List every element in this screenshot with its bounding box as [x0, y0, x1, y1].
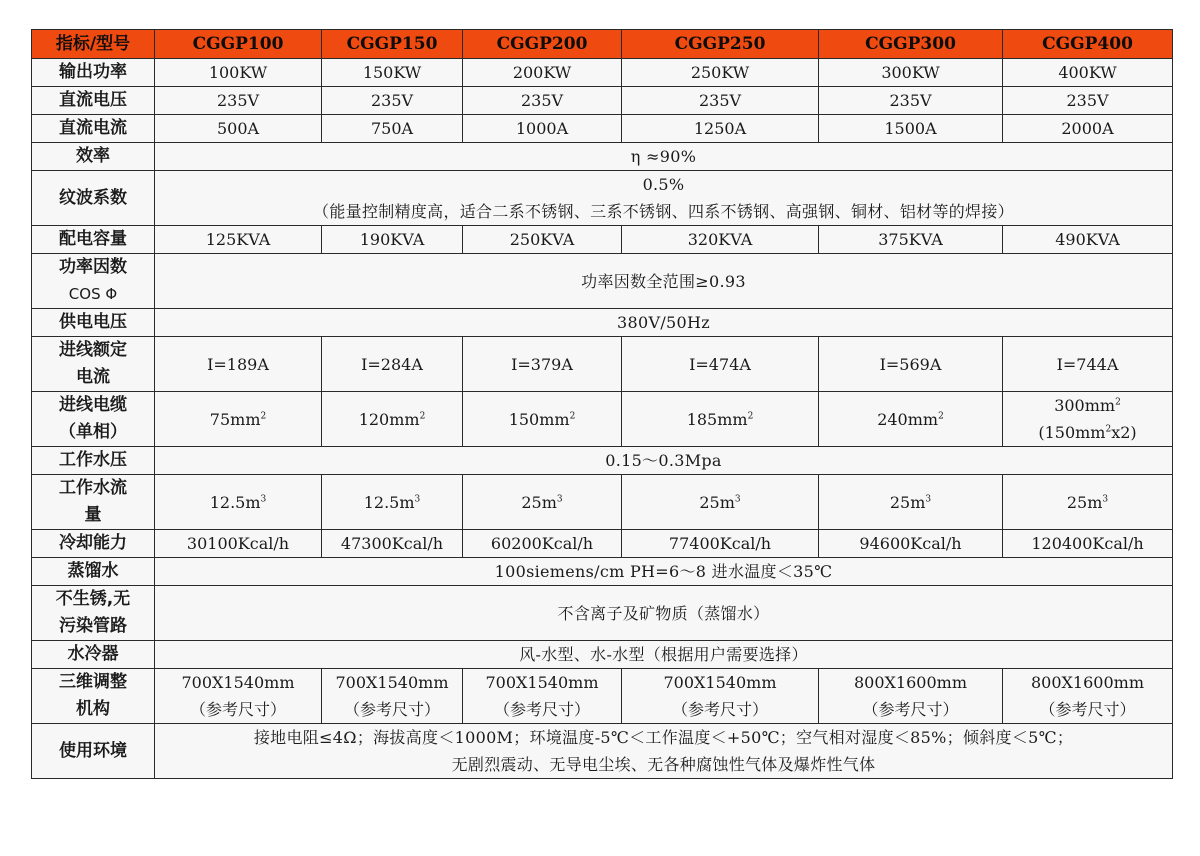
row-label: 直流电压 [32, 87, 155, 115]
cell-value: $300mm^2$ $(150mm^2x2)$ [1003, 392, 1173, 447]
cell-value: $75mm^2$ [155, 392, 322, 447]
row-label-line: 电流 [76, 367, 110, 387]
row-label [32, 475, 155, 530]
cell-value: 100KW [155, 59, 322, 87]
cell-value: 235V [463, 87, 622, 115]
row-label: 冷却能力 [32, 530, 155, 558]
cell-value: 300KW [819, 59, 1003, 87]
cell-value: 320KVA [622, 226, 819, 254]
cell-value: I=284A [322, 337, 463, 392]
model-header: CGGP400 [1003, 30, 1173, 59]
spec-table [31, 29, 1173, 779]
cell-value: 800X1600mm （参考尺寸） [819, 669, 1003, 724]
row-label [32, 337, 155, 392]
row-water-pressure [32, 447, 1173, 475]
cell-value: 125KVA [155, 226, 322, 254]
row-output-power [32, 59, 1173, 87]
cell-value: $12.5m^3$ [322, 475, 463, 530]
row-label [32, 392, 155, 447]
cell-value: 380V/50Hz [155, 309, 1173, 337]
cell-value: 100siemens/cm PH=6～8 进水温度＜35℃ [155, 558, 1173, 586]
row-label: 输出功率 [32, 59, 155, 87]
cell-value: 250KW [622, 59, 819, 87]
row-rated-input-current [32, 337, 1173, 392]
row-ripple [32, 171, 1173, 226]
environment-line: 无剧烈震动、无导电尘埃、无各种腐蚀性气体及爆炸性气体 [451, 755, 876, 774]
header-row [32, 30, 1173, 59]
row-label: 纹波系数 [32, 171, 155, 226]
model-header: CGGP200 [463, 30, 622, 59]
cell-value: I=379A [463, 337, 622, 392]
environment-line: 接地电阻≤4Ω；海拔高度＜1000M；环境温度-5℃＜工作温度＜+50℃；空气相对湿度＜85%；倾斜度＜5℃； [253, 728, 1074, 747]
cell-value: 700X1540mm （参考尺寸） [155, 669, 322, 724]
cell-value [155, 724, 1173, 779]
cell-value: 2000A [1003, 115, 1173, 143]
cell-value [155, 171, 1173, 226]
cell-value: $25m^3$ [622, 475, 819, 530]
cell-value: 1500A [819, 115, 1003, 143]
cell-value: $25m^3$ [463, 475, 622, 530]
ripple-value: 0.5% [642, 175, 685, 194]
model-header: CGGP100 [155, 30, 322, 59]
row-adjust-mechanism [32, 669, 1173, 724]
row-dc-voltage [32, 87, 1173, 115]
row-supply-voltage [32, 309, 1173, 337]
ripple-note: （能量控制精度高，适合二系不锈钢、三系不锈钢、四系不锈钢、高强钢、铜材、铝材等的焊接） [313, 202, 1014, 221]
cell-value: 250KVA [463, 226, 622, 254]
cell-value: $120mm^2$ [322, 392, 463, 447]
row-label [32, 586, 155, 641]
row-label: 蒸馏水 [32, 558, 155, 586]
header-label: 指标/型号 [32, 30, 155, 59]
model-header: CGGP250 [622, 30, 819, 59]
cell-value: 60200Kcal/h [463, 530, 622, 558]
cell-value: 235V [1003, 87, 1173, 115]
row-label-line: 机构 [76, 699, 110, 719]
cell-value: I=474A [622, 337, 819, 392]
row-label: 直流电流 [32, 115, 155, 143]
row-water-cooler [32, 641, 1173, 669]
row-label [32, 254, 155, 309]
row-label-line: 进线电缆 [59, 395, 127, 415]
cell-value: 功率因数全范围≥0.93 [155, 254, 1173, 309]
cell-value: $12.5m^3$ [155, 475, 322, 530]
cell-value: 0.15～0.3Mpa [155, 447, 1173, 475]
cell-value: $25m^3$ [1003, 475, 1173, 530]
cell-value: 490KVA [1003, 226, 1173, 254]
cell-value: 30100Kcal/h [155, 530, 322, 558]
cell-value: 800X1600mm （参考尺寸） [1003, 669, 1173, 724]
cell-value: $25m^3$ [819, 475, 1003, 530]
cell-value: I=189A [155, 337, 322, 392]
cell-value: 150KW [322, 59, 463, 87]
row-label [32, 669, 155, 724]
row-label-line: 量 [84, 505, 102, 525]
cell-value: 1000A [463, 115, 622, 143]
row-rust-free [32, 586, 1173, 641]
row-label-line: 进线额定 [59, 340, 127, 360]
cell-value: 375KVA [819, 226, 1003, 254]
cell-value: 77400Kcal/h [622, 530, 819, 558]
row-label: 工作水压 [32, 447, 155, 475]
row-label: 水冷器 [32, 641, 155, 669]
cell-value: $240mm^2$ [819, 392, 1003, 447]
cell-value: I=744A [1003, 337, 1173, 392]
row-label: 使用环境 [32, 724, 155, 779]
cell-value: 700X1540mm （参考尺寸） [463, 669, 622, 724]
cell-value: 190KVA [322, 226, 463, 254]
cell-value: 风-水型、水-水型（根据用户需要选择） [155, 641, 1173, 669]
cell-value: 235V [819, 87, 1003, 115]
row-input-cable [32, 392, 1173, 447]
model-header: CGGP150 [322, 30, 463, 59]
cell-value: 200KW [463, 59, 622, 87]
row-distribution-capacity [32, 226, 1173, 254]
cell-value: 500A [155, 115, 322, 143]
row-water-flow [32, 475, 1173, 530]
cell-value: 235V [155, 87, 322, 115]
cell-value: 235V [622, 87, 819, 115]
row-label-line: COS Φ [68, 285, 118, 303]
row-label-line: 工作水流 [59, 478, 127, 498]
cell-value: 47300Kcal/h [322, 530, 463, 558]
cell-value: 700X1540mm （参考尺寸） [622, 669, 819, 724]
row-label: 效率 [32, 143, 155, 171]
model-header: CGGP300 [819, 30, 1003, 59]
row-label-line: 功率因数 [59, 257, 127, 277]
cell-value: 1250A [622, 115, 819, 143]
cell-value: I=569A [819, 337, 1003, 392]
cell-value: 120400Kcal/h [1003, 530, 1173, 558]
cell-value: 235V [322, 87, 463, 115]
cell-value: 400KW [1003, 59, 1173, 87]
row-label-line: 不生锈,无 [55, 589, 131, 609]
row-cooling-capacity [32, 530, 1173, 558]
cell-value: η ≈90% [155, 143, 1173, 171]
row-label-line: 污染管路 [59, 616, 127, 636]
row-label-line: 三维调整 [59, 672, 127, 692]
cell-value: $185mm^2$ [622, 392, 819, 447]
row-environment [32, 724, 1173, 779]
cell-value: 700X1540mm （参考尺寸） [322, 669, 463, 724]
cell-value: 750A [322, 115, 463, 143]
cell-value: $150mm^2$ [463, 392, 622, 447]
row-power-factor [32, 254, 1173, 309]
row-label: 供电电压 [32, 309, 155, 337]
row-label: 配电容量 [32, 226, 155, 254]
row-efficiency [32, 143, 1173, 171]
row-distilled-water [32, 558, 1173, 586]
cell-value: 94600Kcal/h [819, 530, 1003, 558]
row-label-line: （单相） [59, 422, 127, 442]
row-dc-current [32, 115, 1173, 143]
cell-value: 不含离子及矿物质（蒸馏水） [155, 586, 1173, 641]
